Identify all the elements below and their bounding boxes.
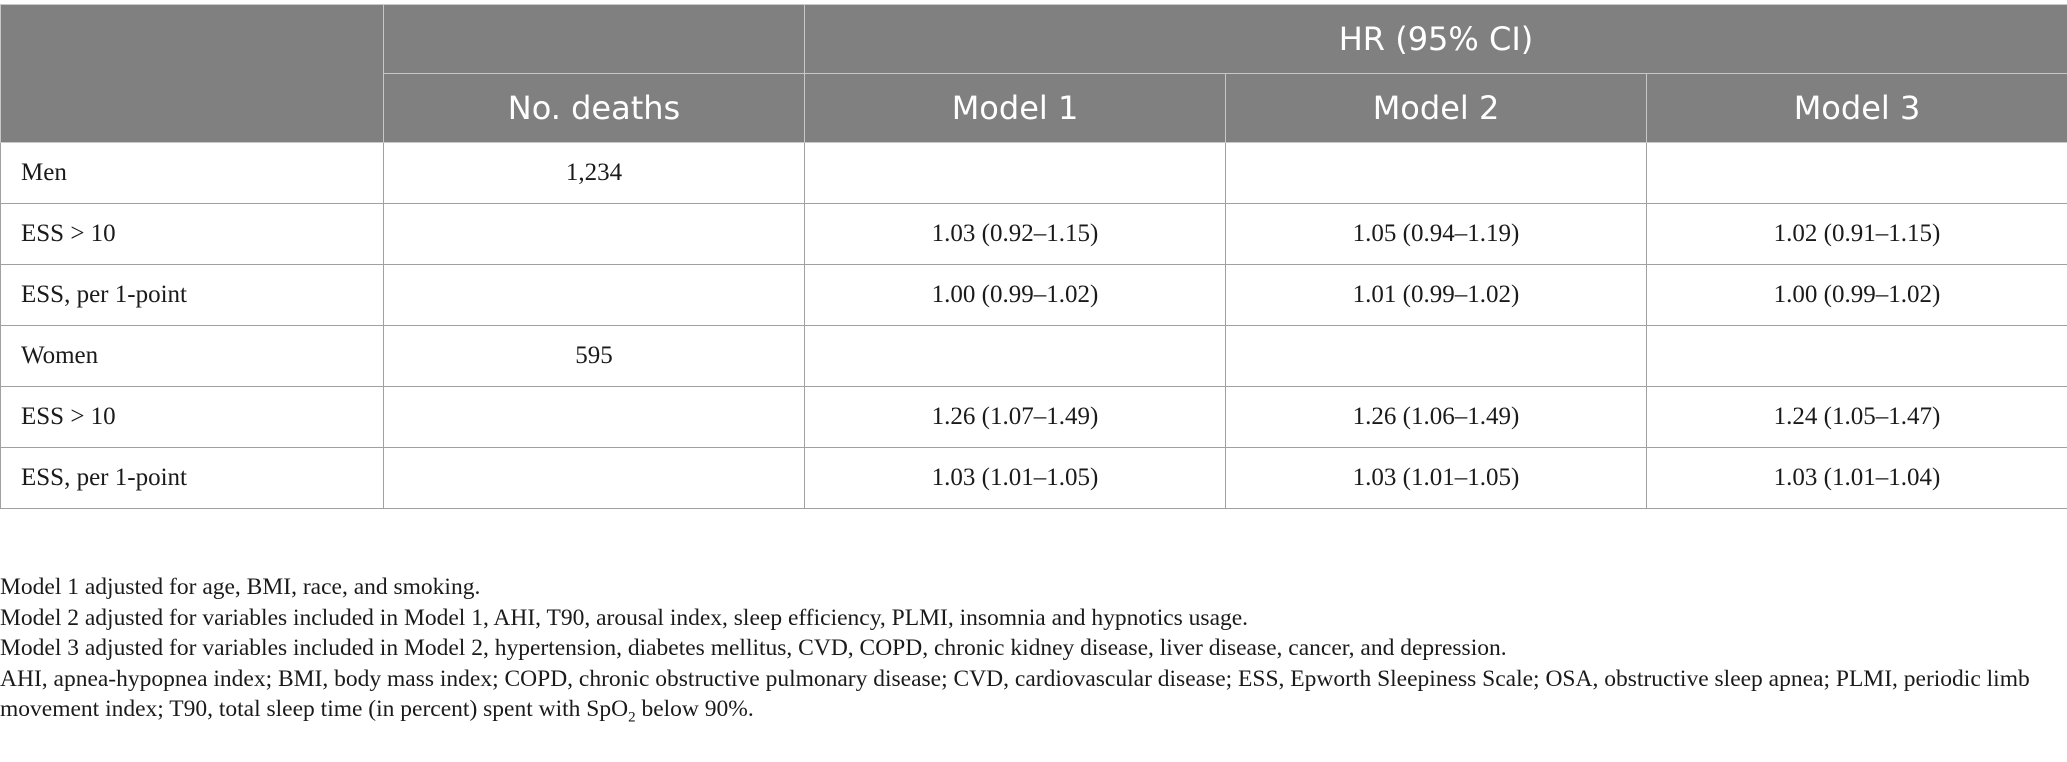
model2-cell: 1.26 (1.06–1.49)	[1226, 387, 1647, 448]
results-table	[0, 4, 2067, 509]
footnote-model-1: Model 1 adjusted for age, BMI, race, and smoking.	[0, 574, 481, 600]
model3-cell: 1.03 (1.01–1.04)	[1647, 448, 2067, 509]
row-label: ESS > 10	[1, 387, 384, 448]
model3-cell: 1.24 (1.05–1.47)	[1647, 387, 2067, 448]
column-header-model-1: Model 1	[805, 74, 1226, 143]
model2-cell: 1.03 (1.01–1.05)	[1226, 448, 1647, 509]
table-row	[1, 265, 2067, 326]
table-row	[1, 204, 2067, 265]
header-empty-cell	[384, 5, 805, 74]
header-corner-cell	[1, 5, 384, 143]
model2-cell: 1.01 (0.99–1.02)	[1226, 265, 1647, 326]
table-body	[1, 143, 2067, 509]
row-label: ESS, per 1-point	[1, 448, 384, 509]
header-group-hr: HR (95% CI)	[805, 5, 2067, 74]
table-row	[1, 387, 2067, 448]
table-row	[1, 143, 2067, 204]
deaths-cell	[384, 387, 805, 448]
model1-cell: 1.03 (1.01–1.05)	[805, 448, 1226, 509]
model1-cell: 1.00 (0.99–1.02)	[805, 265, 1226, 326]
abbreviations-suffix: below 90%.	[635, 696, 754, 722]
row-label: Women	[1, 326, 384, 387]
abbreviations-text: AHI, apnea-hypopnea index; BMI, body mass index; COPD, chronic obstructive pulmonary disease; CVD, cardiovascular disease; ESS, Epworth Sleepiness Scale; OSA, obstructive sleep apnea; PLMI, periodic limb movement index; T90, total sleep time (in percent) spent with SpO	[0, 665, 2030, 722]
deaths-cell: 1,234	[384, 143, 805, 204]
column-header-no-deaths: No. deaths	[384, 74, 805, 143]
table-header	[1, 5, 2067, 143]
deaths-cell	[384, 448, 805, 509]
table-row	[1, 448, 2067, 509]
model3-cell	[1647, 143, 2067, 204]
row-label: Men	[1, 143, 384, 204]
model3-cell: 1.00 (0.99–1.02)	[1647, 265, 2067, 326]
table-footnotes	[0, 572, 2050, 725]
model1-cell: 1.03 (0.92–1.15)	[805, 204, 1226, 265]
model2-cell: 1.05 (0.94–1.19)	[1226, 204, 1647, 265]
deaths-cell	[384, 265, 805, 326]
model3-cell	[1647, 326, 2067, 387]
spo2-subscript: 2	[628, 709, 636, 726]
row-label: ESS > 10	[1, 204, 384, 265]
model1-cell	[805, 326, 1226, 387]
model1-cell	[805, 143, 1226, 204]
footnote-model-3: Model 3 adjusted for variables included in Model 2, hypertension, diabetes mellitus, CVD, COPD, chronic kidney disease, liver disease, cancer, and depression.	[0, 635, 1507, 661]
column-header-model-3: Model 3	[1647, 74, 2067, 143]
footnote-model-2: Model 2 adjusted for variables included in Model 1, AHI, T90, arousal index, sleep efficiency, PLMI, insomnia and hypnotics usage.	[0, 604, 1249, 631]
footnote-abbreviations	[0, 664, 2050, 725]
deaths-cell	[384, 204, 805, 265]
model1-cell: 1.26 (1.07–1.49)	[805, 387, 1226, 448]
column-header-model-2: Model 2	[1226, 74, 1647, 143]
row-label: ESS, per 1-point	[1, 265, 384, 326]
model2-cell	[1226, 326, 1647, 387]
table-row	[1, 326, 2067, 387]
header-row-group	[1, 5, 2067, 74]
model3-cell: 1.02 (0.91–1.15)	[1647, 204, 2067, 265]
deaths-cell: 595	[384, 326, 805, 387]
model2-cell	[1226, 143, 1647, 204]
